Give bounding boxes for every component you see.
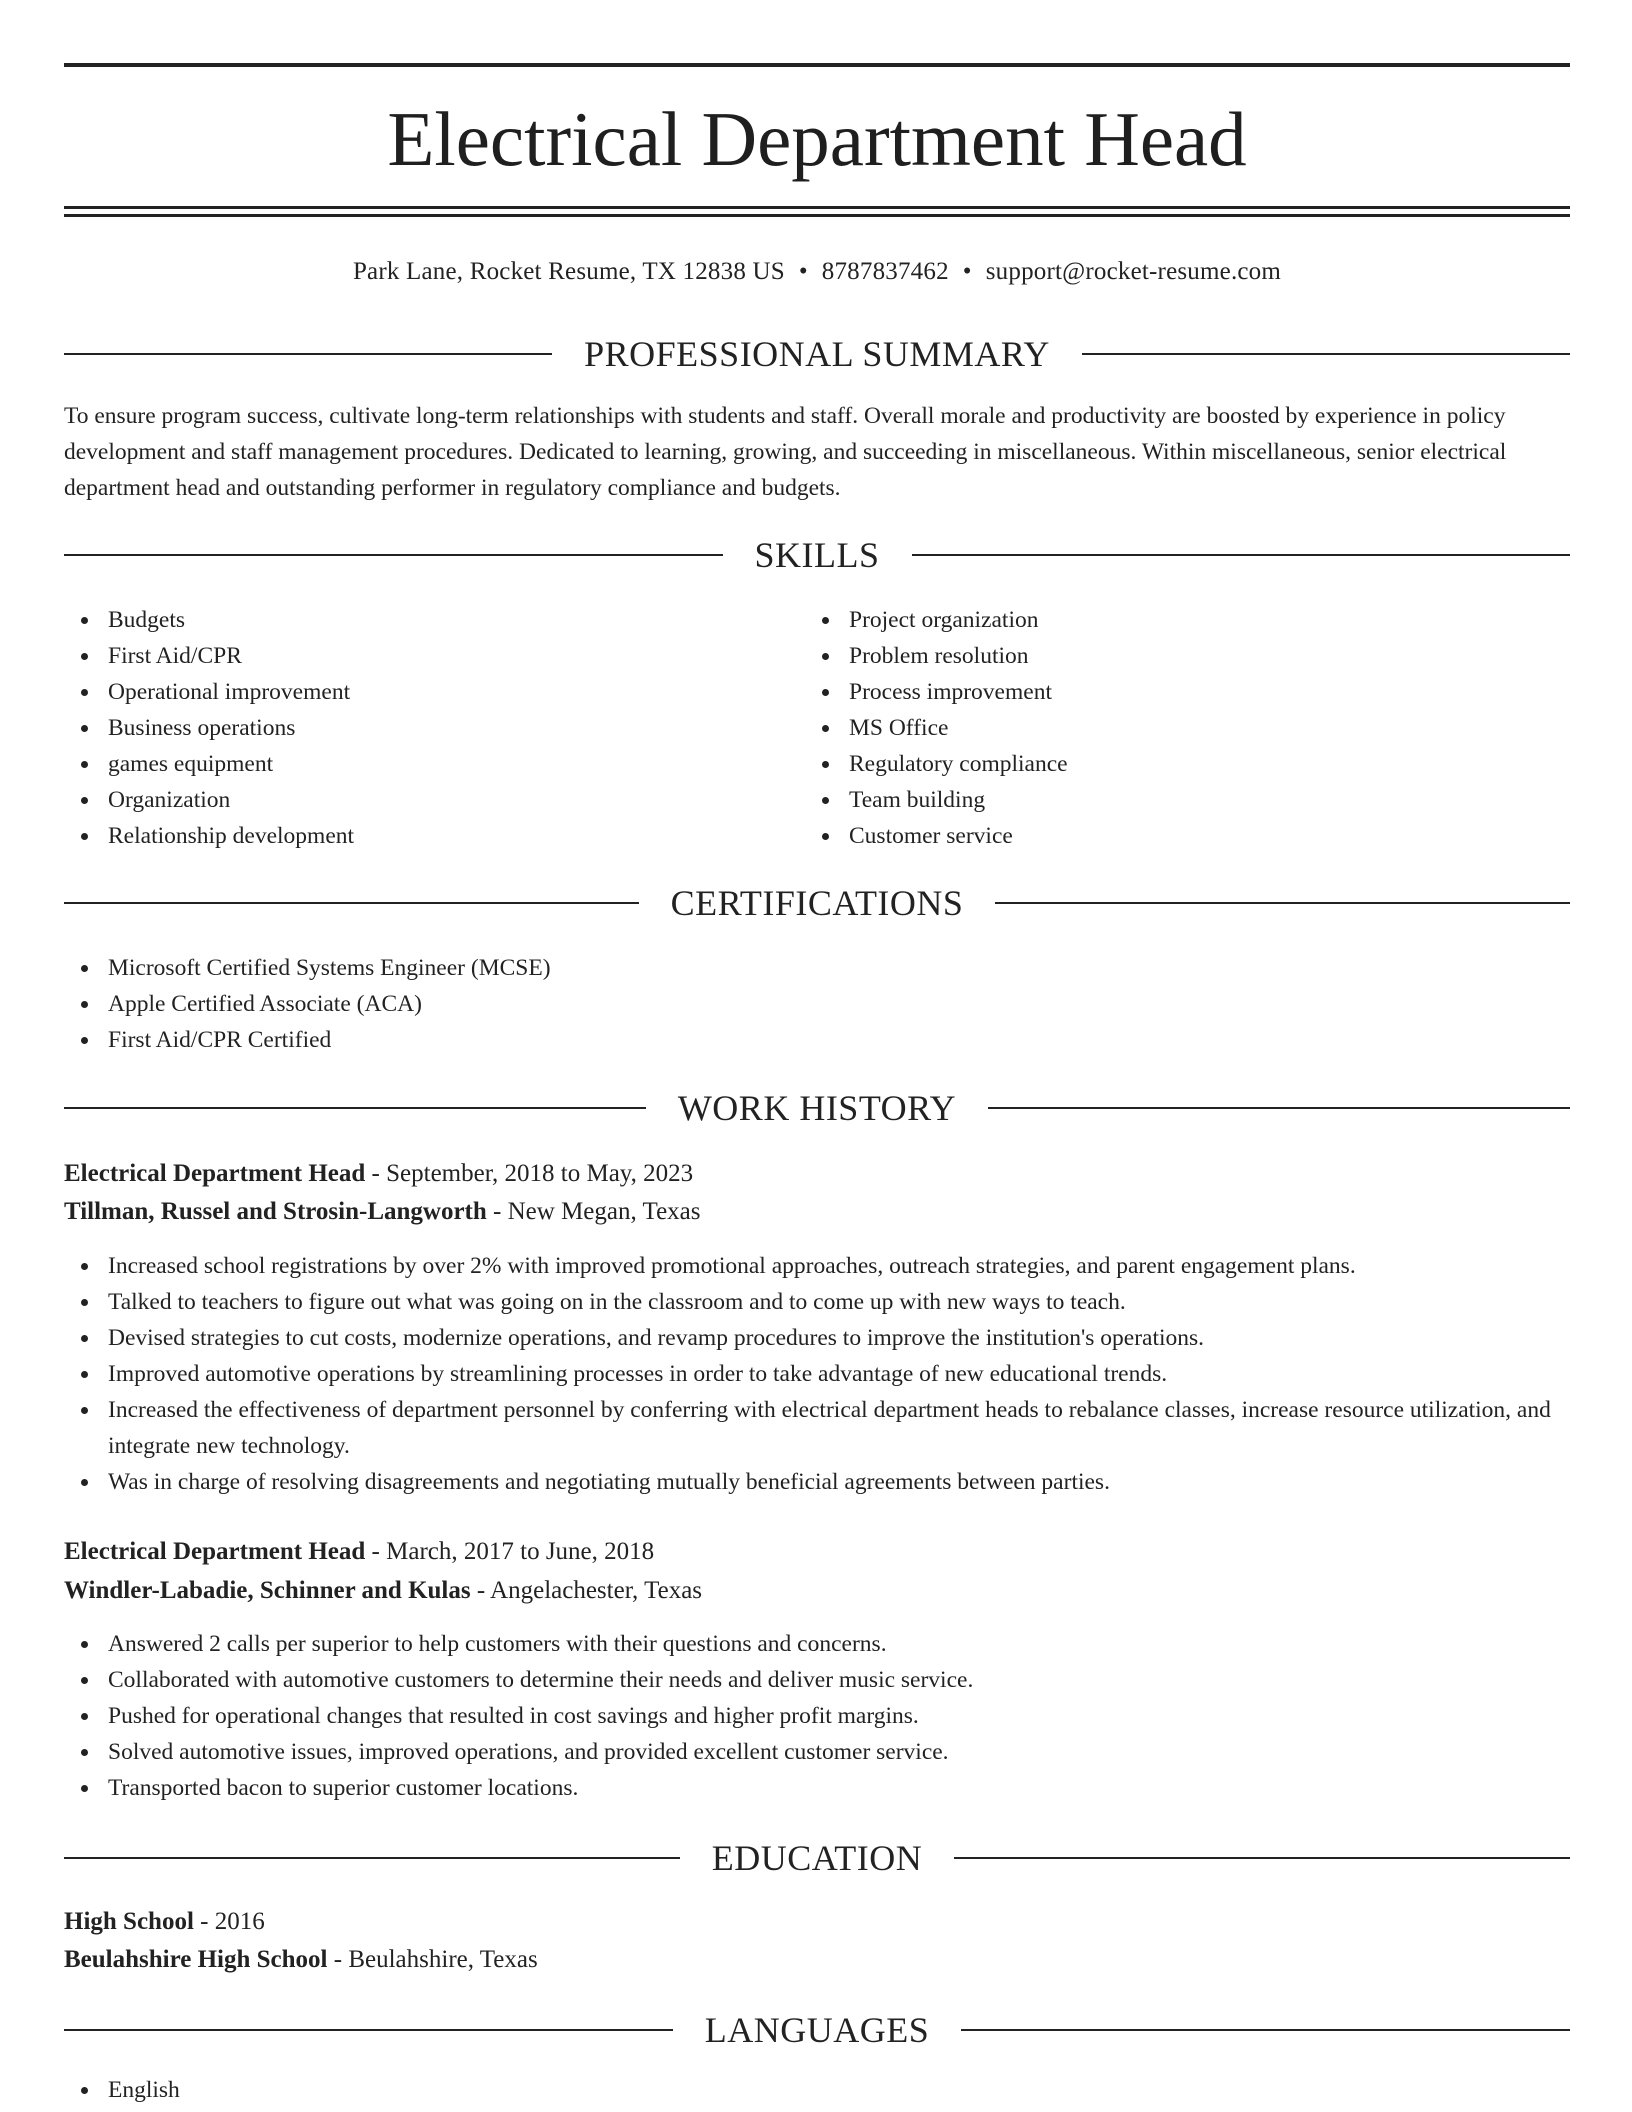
- education-heading-label: EDUCATION: [711, 1838, 923, 1878]
- job-title: Electrical Department Head: [64, 1538, 366, 1565]
- separator-dot: •: [962, 258, 972, 285]
- heading-rule-right: [995, 902, 1570, 904]
- address: Park Lane, Rocket Resume, TX 12838 US: [352, 258, 785, 285]
- work-history-heading-label: WORK HISTORY: [677, 1088, 957, 1128]
- job-title: Electrical Department Head: [64, 1160, 366, 1187]
- job-bullet: Transported bacon to superior customer locations.: [64, 1770, 1570, 1806]
- job-dates: - September, 2018 to May, 2023: [365, 1160, 694, 1187]
- heading-rule-left: [64, 1857, 680, 1859]
- job-bullets: [64, 1248, 1570, 1500]
- skills-heading: [64, 533, 1570, 577]
- job-bullet: Talked to teachers to figure out what was going on in the classroom and to come up with new ways to teach.: [64, 1284, 1570, 1320]
- education-heading: [64, 1836, 1570, 1880]
- title-rule-upper: [64, 206, 1570, 209]
- job-bullet: Increased school registrations by over 2% with improved promotional approaches, outreach strategies, and parent engagement plans.: [64, 1248, 1570, 1284]
- job-bullet: Answered 2 calls per superior to help customers with their questions and concerns.: [64, 1626, 1570, 1662]
- languages-heading-label: LANGUAGES: [704, 2010, 930, 2050]
- email: support@rocket-resume.com: [985, 258, 1282, 285]
- skills-list-right: [805, 602, 1068, 854]
- resume-title: Electrical Department Head: [387, 96, 1247, 182]
- summary-heading-label: PROFESSIONAL SUMMARY: [584, 334, 1050, 374]
- heading-rule-left: [64, 2029, 673, 2031]
- heading-rule-left: [64, 554, 723, 556]
- certification-item: First Aid/CPR Certified: [64, 1022, 551, 1058]
- skill-item: Process improvement: [805, 674, 1068, 710]
- certification-item: Microsoft Certified Systems Engineer (MCSE): [64, 950, 551, 986]
- job-location: - New Megan, Texas: [486, 1198, 701, 1225]
- language-item: English: [64, 2072, 180, 2108]
- certification-item: Apple Certified Associate (ACA): [64, 986, 551, 1022]
- heading-rule-left: [64, 353, 552, 355]
- job-title-line: [64, 1533, 654, 1571]
- skill-item: games equipment: [64, 746, 354, 782]
- certifications-list: [64, 950, 551, 1058]
- skill-item: Relationship development: [64, 818, 354, 854]
- skill-item: Budgets: [64, 602, 354, 638]
- skill-item: Regulatory compliance: [805, 746, 1068, 782]
- languages-list: [64, 2072, 180, 2108]
- heading-rule-right: [1082, 353, 1570, 355]
- job-location: - Angelachester, Texas: [470, 1577, 703, 1604]
- job-dates: - March, 2017 to June, 2018: [365, 1538, 655, 1565]
- summary-heading: [64, 332, 1570, 376]
- skill-item: Team building: [805, 782, 1068, 818]
- job-bullet: Collaborated with automotive customers to determine their needs and deliver music service.: [64, 1662, 1570, 1698]
- skill-item: Project organization: [805, 602, 1068, 638]
- job-bullet: Solved automotive issues, improved operations, and provided excellent customer service.: [64, 1734, 1570, 1770]
- job-bullet: Devised strategies to cut costs, modernize operations, and revamp procedures to improve the institution's operations.: [64, 1320, 1570, 1356]
- skill-item: Organization: [64, 782, 354, 818]
- summary-text: To ensure program success, cultivate long-term relationships with students and staff. Overall morale and productivity are boosted by experience in policy development and staff management procedures. Dedicated to learning, growing, and succeeding in miscellaneous. Within miscellaneous, senior electrical department head and outstanding performer in regulatory compliance and budgets.: [64, 403, 1507, 501]
- education-degree-line: [64, 1903, 265, 1941]
- job-title-line: [64, 1155, 693, 1193]
- skill-item: First Aid/CPR: [64, 638, 354, 674]
- heading-rule-right: [954, 1857, 1570, 1859]
- skill-item: MS Office: [805, 710, 1068, 746]
- skills-list-left: [64, 602, 354, 854]
- title-rule-lower: [64, 214, 1570, 217]
- job-company: Windler-Labadie, Schinner and Kulas: [64, 1577, 471, 1604]
- separator-dot: •: [798, 258, 808, 285]
- job-bullet: Was in charge of resolving disagreements and negotiating mutually beneficial agreements between parties.: [64, 1464, 1570, 1500]
- job-bullet: Improved automotive operations by streamlining processes in order to take advantage of new educational trends.: [64, 1356, 1570, 1392]
- skill-item: Operational improvement: [64, 674, 354, 710]
- contact-line: [64, 255, 1570, 289]
- skill-item: Business operations: [64, 710, 354, 746]
- education-school: Beulahshire High School: [64, 1946, 328, 1973]
- education-degree: High School: [64, 1908, 194, 1935]
- certifications-heading: [64, 881, 1570, 925]
- heading-rule-right: [961, 2029, 1570, 2031]
- heading-rule-left: [64, 902, 639, 904]
- education-location: - Beulahshire, Texas: [327, 1946, 538, 1973]
- heading-rule-right: [988, 1107, 1570, 1109]
- heading-rule-right: [912, 554, 1571, 556]
- education-year: - 2016: [193, 1908, 265, 1935]
- job-company-line: [64, 1572, 702, 1610]
- skills-heading-label: SKILLS: [754, 535, 880, 575]
- top-rule: [64, 63, 1570, 67]
- work-history-heading: [64, 1086, 1570, 1130]
- education-school-line: [64, 1941, 538, 1979]
- skill-item: Problem resolution: [805, 638, 1068, 674]
- phone: 8787837462: [821, 258, 949, 285]
- job-bullet: Increased the effectiveness of department personnel by conferring with electrical department heads to rebalance classes, increase resource utilization, and integrate new technology.: [64, 1392, 1570, 1464]
- languages-heading: [64, 2008, 1570, 2052]
- heading-rule-left: [64, 1107, 646, 1109]
- skill-item: Customer service: [805, 818, 1068, 854]
- job-company: Tillman, Russel and Strosin-Langworth: [64, 1198, 487, 1225]
- job-bullet: Pushed for operational changes that resulted in cost savings and higher profit margins.: [64, 1698, 1570, 1734]
- job-bullets: [64, 1626, 1570, 1806]
- job-company-line: [64, 1193, 701, 1231]
- certifications-heading-label: CERTIFICATIONS: [670, 883, 964, 923]
